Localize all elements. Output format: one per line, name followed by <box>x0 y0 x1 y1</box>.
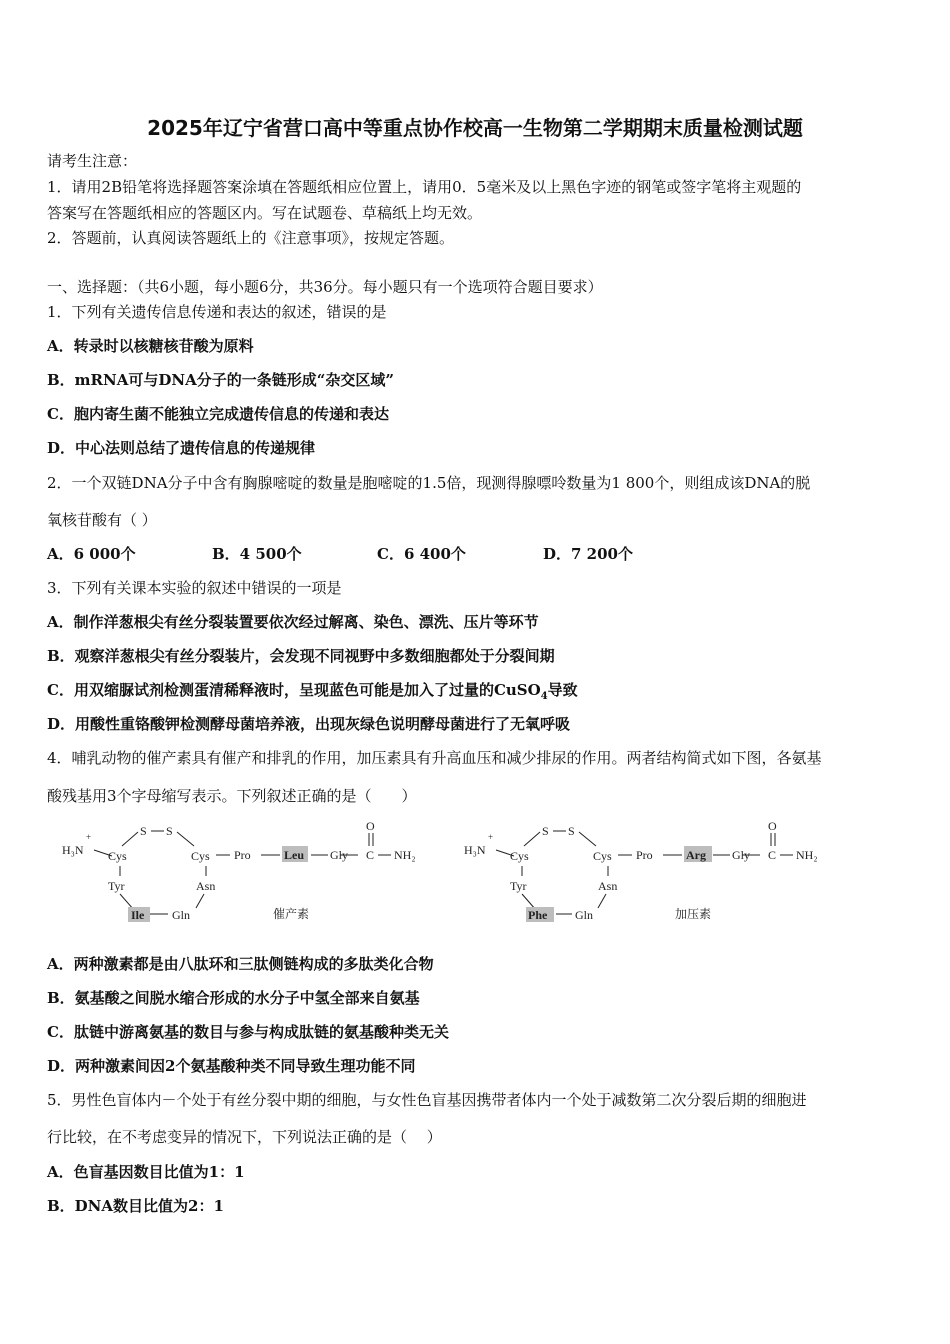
question-1-option-d: D．中心法则总结了遗传信息的传递规律 <box>47 439 316 457</box>
vasopressin-s-2: S <box>568 824 575 838</box>
oxytocin-plus: + <box>86 832 92 842</box>
vasopressin-arg: Arg <box>686 848 706 862</box>
oxytocin-carbonyl-o: O <box>366 819 375 833</box>
question-1-option-a: A．转录时以核糖核苷酸为原料 <box>47 337 254 355</box>
question-1-option-b: B．mRNA可与DNA分子的一条链形成“杂交区域” <box>47 371 394 389</box>
question-3-option-b: B．观察洋葱根尖有丝分裂装片，会发现不同视野中多数细胞都处于分裂间期 <box>47 647 555 665</box>
vasopressin-cys-2: Cys <box>593 849 612 863</box>
question-4-stem-cont: 酸残基用3个字母缩写表示。下列叙述正确的是（ ） <box>47 787 417 805</box>
oxytocin-pro: Pro <box>234 848 251 862</box>
question-2-stem-cont: 氧核苷酸有（ ） <box>47 511 157 529</box>
question-3-option-c-tail: 导致 <box>547 681 578 699</box>
oxytocin-gly: Gly <box>330 848 348 862</box>
question-2-option-a: A．6 000个 <box>47 545 136 563</box>
oxytocin-label: 催产素 <box>273 907 310 921</box>
oxytocin-tyr: Tyr <box>108 879 125 893</box>
vasopressin-plus: + <box>488 832 494 842</box>
oxytocin-gln: Gln <box>172 908 190 922</box>
vasopressin-label: 加压素 <box>675 907 712 921</box>
question-3-option-c-text: C．用双缩脲试剂检测蛋清稀释液时，呈现蓝色可能是加入了过量的CuSO <box>47 681 541 699</box>
question-3-option-d: D．用酸性重铬酸钾检测酵母菌培养液，出现灰绿色说明酵母菌进行了无氧呼吸 <box>47 715 571 733</box>
question-2-stem: 2．一个双链DNA分子中含有胸腺嘧啶的数量是胞嘧啶的1.5倍，现测得腺嘌呤数量为1 800个，则组成该DNA的脱 <box>47 474 811 492</box>
oxytocin-structure-diagram <box>58 818 428 933</box>
question-2-option-b: B．4 500个 <box>212 545 302 563</box>
question-1-option-c: C．胞内寄生菌不能独立完成遗传信息的传递和表达 <box>47 405 389 423</box>
question-4-option-d: D．两种激素间因2个氨基酸种类不同导致生理功能不同 <box>47 1057 416 1075</box>
question-1-stem: 1．下列有关遗传信息传递和表达的叙述，错误的是 <box>47 303 387 321</box>
section-heading: 一、选择题：（共6小题，每小题6分，共36分。每小题只有一个选项符合题目要求） <box>47 278 603 296</box>
oxytocin-h3n: H₃N <box>62 843 84 857</box>
question-4-stem: 4．哺乳动物的催产素具有催产和排乳的作用，加压素具有升高血压和减少排尿的作用。两者结构简式如下图，各氨基 <box>47 749 822 767</box>
vasopressin-phe: Phe <box>528 908 548 922</box>
notice-item-1-cont: 答案写在答题纸相应的答题区内。写在试题卷、草稿纸上均无效。 <box>47 204 483 222</box>
question-2-option-c: C．6 400个 <box>377 545 466 563</box>
question-4-option-b: B．氨基酸之间脱水缩合形成的水分子中氢全部来自氨基 <box>47 989 420 1007</box>
question-2-option-d: D．7 200个 <box>543 545 633 563</box>
oxytocin-carbonyl-c: C <box>366 848 375 862</box>
oxytocin-nh2: NH₂ <box>394 848 416 862</box>
question-4-option-c: C．肽链中游离氨基的数目与参与构成肽链的氨基酸种类无关 <box>47 1023 449 1041</box>
oxytocin-leu: Leu <box>284 848 305 862</box>
oxytocin-ile: Ile <box>131 908 145 922</box>
question-3-option-a: A．制作洋葱根尖有丝分裂装置要依次经过解离、染色、漂洗、压片等环节 <box>47 613 539 631</box>
vasopressin-tyr: Tyr <box>510 879 527 893</box>
vasopressin-gln: Gln <box>575 908 593 922</box>
vasopressin-h3n: H₃N <box>464 843 486 857</box>
vasopressin-carbonyl-o: O <box>768 819 777 833</box>
vasopressin-carbonyl-c: C <box>768 848 777 862</box>
question-5-option-b: B．DNA数目比值为2：1 <box>47 1197 224 1215</box>
vasopressin-cys-1: Cys <box>510 849 529 863</box>
question-3-stem: 3．下列有关课本实验的叙述中错误的一项是 <box>47 579 342 597</box>
question-5-stem: 5．男性色盲体内－个处于有丝分裂中期的细胞，与女性色盲基因携带者体内一个处于减数第二次分裂后期的细胞进 <box>47 1091 807 1109</box>
vasopressin-nh2: NH₂ <box>796 848 818 862</box>
vasopressin-asn: Asn <box>598 879 618 893</box>
question-3-option-c-subscript: 4 <box>540 691 548 702</box>
question-3-option-c <box>47 679 578 702</box>
notice-item-1: 1．请用2B铅笔将选择题答案涂填在答题纸相应位置上，请用0．5毫米及以上黑色字迹的钢笔或签字笔将主观题的 <box>47 178 802 196</box>
oxytocin-asn: Asn <box>196 879 216 893</box>
oxytocin-cys-1: Cys <box>108 849 127 863</box>
oxytocin-s-2: S <box>166 824 173 838</box>
vasopressin-gly: Gly <box>732 848 750 862</box>
question-4-option-a: A．两种激素都是由八肽环和三肽侧链构成的多肽类化合物 <box>47 955 434 973</box>
question-5-stem-cont: 行比较，在不考虑变异的情况下，下列说法正确的是（ ） <box>47 1128 442 1146</box>
question-5-option-a: A．色盲基因数目比值为1：1 <box>47 1163 245 1181</box>
oxytocin-s-1: S <box>140 824 147 838</box>
vasopressin-structure-diagram <box>460 818 830 933</box>
notice-item-2: 2．答题前，认真阅读答题纸上的《注意事项》，按规定答题。 <box>47 229 455 247</box>
notice-heading: 请考生注意： <box>47 152 138 170</box>
oxytocin-cys-2: Cys <box>191 849 210 863</box>
vasopressin-pro: Pro <box>636 848 653 862</box>
page-title: 2025年辽宁省营口高中等重点协作校高一生物第二学期期末质量检测试题 <box>147 116 803 140</box>
vasopressin-s-1: S <box>542 824 549 838</box>
